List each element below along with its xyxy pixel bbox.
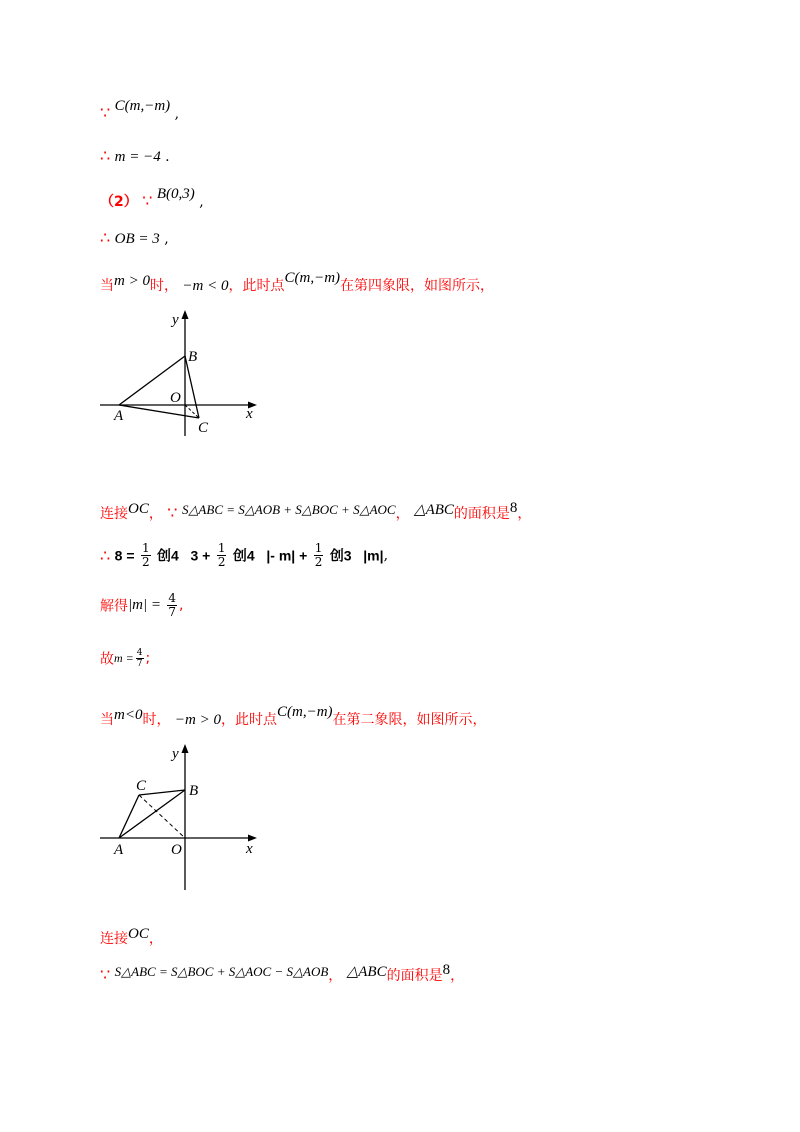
- label-b: B: [188, 349, 198, 365]
- text: 解得: [100, 598, 128, 615]
- label-a: A: [114, 408, 124, 424]
- math-ob: OB = 3: [114, 231, 160, 247]
- math-condition-2: −m < 0: [182, 278, 229, 294]
- segment-oc: [139, 795, 185, 838]
- math-area-sum: S△ABC = S△AOB + S△BOC + S△AOC: [181, 502, 396, 517]
- denominator: 7: [136, 659, 143, 669]
- label-c: C: [136, 778, 147, 794]
- math-triangle: △ABC: [414, 502, 454, 518]
- math-area-difference: S△ABC = S△BOC + S△AOC − S△AOB: [114, 964, 329, 979]
- line-4: [100, 228, 169, 250]
- segment-ac: [119, 795, 139, 838]
- math-condition-2: −m > 0: [174, 712, 221, 728]
- segment-ab: [119, 790, 185, 838]
- punct: ,: [179, 597, 184, 614]
- fraction-half: [217, 542, 227, 569]
- line-8: [100, 592, 184, 626]
- text: 的面积是: [386, 968, 443, 984]
- eq-part: 创3 |m|: [329, 547, 384, 564]
- eq-part: 8 =: [114, 547, 135, 564]
- math-oc: OC: [128, 926, 149, 942]
- therefore-symbol: ∴: [100, 228, 111, 247]
- punct: ,: [383, 547, 389, 564]
- y-arrow: [182, 310, 189, 319]
- label-b: B: [189, 783, 199, 799]
- text: ，此时点: [221, 712, 277, 728]
- line-7: [100, 542, 388, 576]
- punct: .: [165, 149, 170, 165]
- label-o: O: [170, 390, 181, 406]
- denominator: 2: [314, 555, 323, 569]
- math-oc: OC: [128, 501, 149, 517]
- text: ，此时点: [228, 278, 285, 294]
- text: 时，: [142, 712, 171, 728]
- text: ，: [517, 506, 532, 522]
- text: 连接: [100, 931, 128, 947]
- denominator: 7: [168, 605, 177, 619]
- numerator: 1: [314, 541, 323, 555]
- math-c-coord: C(m,−m): [284, 270, 341, 286]
- math-c-coord: C(m,−m): [277, 704, 333, 720]
- punct: ,: [199, 194, 204, 210]
- text: ，: [328, 968, 343, 984]
- math-triangle: △ABC: [346, 964, 387, 980]
- line-9: [100, 648, 150, 678]
- line-1: [100, 98, 179, 120]
- numerator: 1: [217, 541, 226, 555]
- fraction-half: [314, 542, 324, 569]
- text: 连接: [100, 506, 128, 522]
- fraction-four-sevenths: [167, 592, 177, 619]
- label-x: x: [246, 841, 253, 857]
- label-a: A: [114, 842, 124, 858]
- label-o: O: [171, 842, 182, 858]
- text: 在第二象限，如图所示，: [332, 712, 487, 728]
- numerator: 4: [136, 648, 143, 658]
- line-10: [100, 704, 487, 726]
- line-3: [100, 186, 204, 208]
- figure-2: [98, 742, 268, 892]
- denominator: 2: [217, 555, 226, 569]
- line-5: [100, 270, 494, 292]
- label-x: x: [246, 406, 253, 422]
- text: 的面积是: [453, 506, 510, 522]
- because-symbol: ∵: [100, 965, 111, 984]
- math-c-coord: C(m,−m): [114, 98, 171, 114]
- eq-part: 创4 |- m| +: [232, 547, 308, 564]
- text: ，: [148, 506, 163, 522]
- segment-bc: [185, 356, 199, 418]
- part-label: （2）: [100, 194, 138, 210]
- text: 在第四象限，如图所示，: [340, 278, 495, 294]
- punct: ;: [145, 650, 151, 667]
- numerator: 1: [141, 541, 150, 555]
- punct: ,: [174, 106, 180, 122]
- text: 故: [100, 651, 114, 668]
- line-11: [100, 926, 163, 948]
- math-b-coord: B(0,3): [156, 186, 195, 202]
- line-2: [100, 146, 170, 168]
- denominator: 2: [141, 555, 150, 569]
- math-area-value: 8: [442, 962, 451, 978]
- y-arrow: [182, 744, 189, 753]
- because-symbol: ∵: [142, 191, 153, 210]
- math-area-value: 8: [509, 500, 518, 516]
- punct: ,: [164, 231, 169, 247]
- eq-part: 创4 3 +: [157, 547, 211, 564]
- line-6: [100, 500, 531, 522]
- because-symbol: ∵: [100, 103, 111, 122]
- therefore-symbol: ∴: [100, 146, 111, 165]
- label-y: y: [172, 746, 179, 762]
- text: 当: [100, 712, 114, 728]
- fraction-half: [141, 542, 151, 569]
- figure-1: [98, 308, 268, 438]
- because-symbol: ∵: [167, 503, 178, 522]
- text: ，: [148, 931, 163, 947]
- math-m-value: m = −4: [114, 149, 161, 165]
- fraction-four-sevenths: [136, 648, 144, 669]
- math-condition: m > 0: [114, 273, 150, 289]
- therefore-symbol: ∴: [100, 546, 111, 565]
- line-12: [100, 962, 464, 984]
- label-c: C: [198, 420, 209, 436]
- text: 时，: [149, 278, 178, 294]
- math-abs-m: |m| =: [128, 597, 161, 613]
- math-m: m =: [114, 651, 134, 665]
- math-condition: m<0: [114, 707, 143, 723]
- text: ，: [450, 968, 465, 984]
- text: 当: [100, 278, 114, 294]
- numerator: 4: [168, 591, 177, 605]
- text: ，: [395, 506, 410, 522]
- label-y: y: [172, 312, 179, 328]
